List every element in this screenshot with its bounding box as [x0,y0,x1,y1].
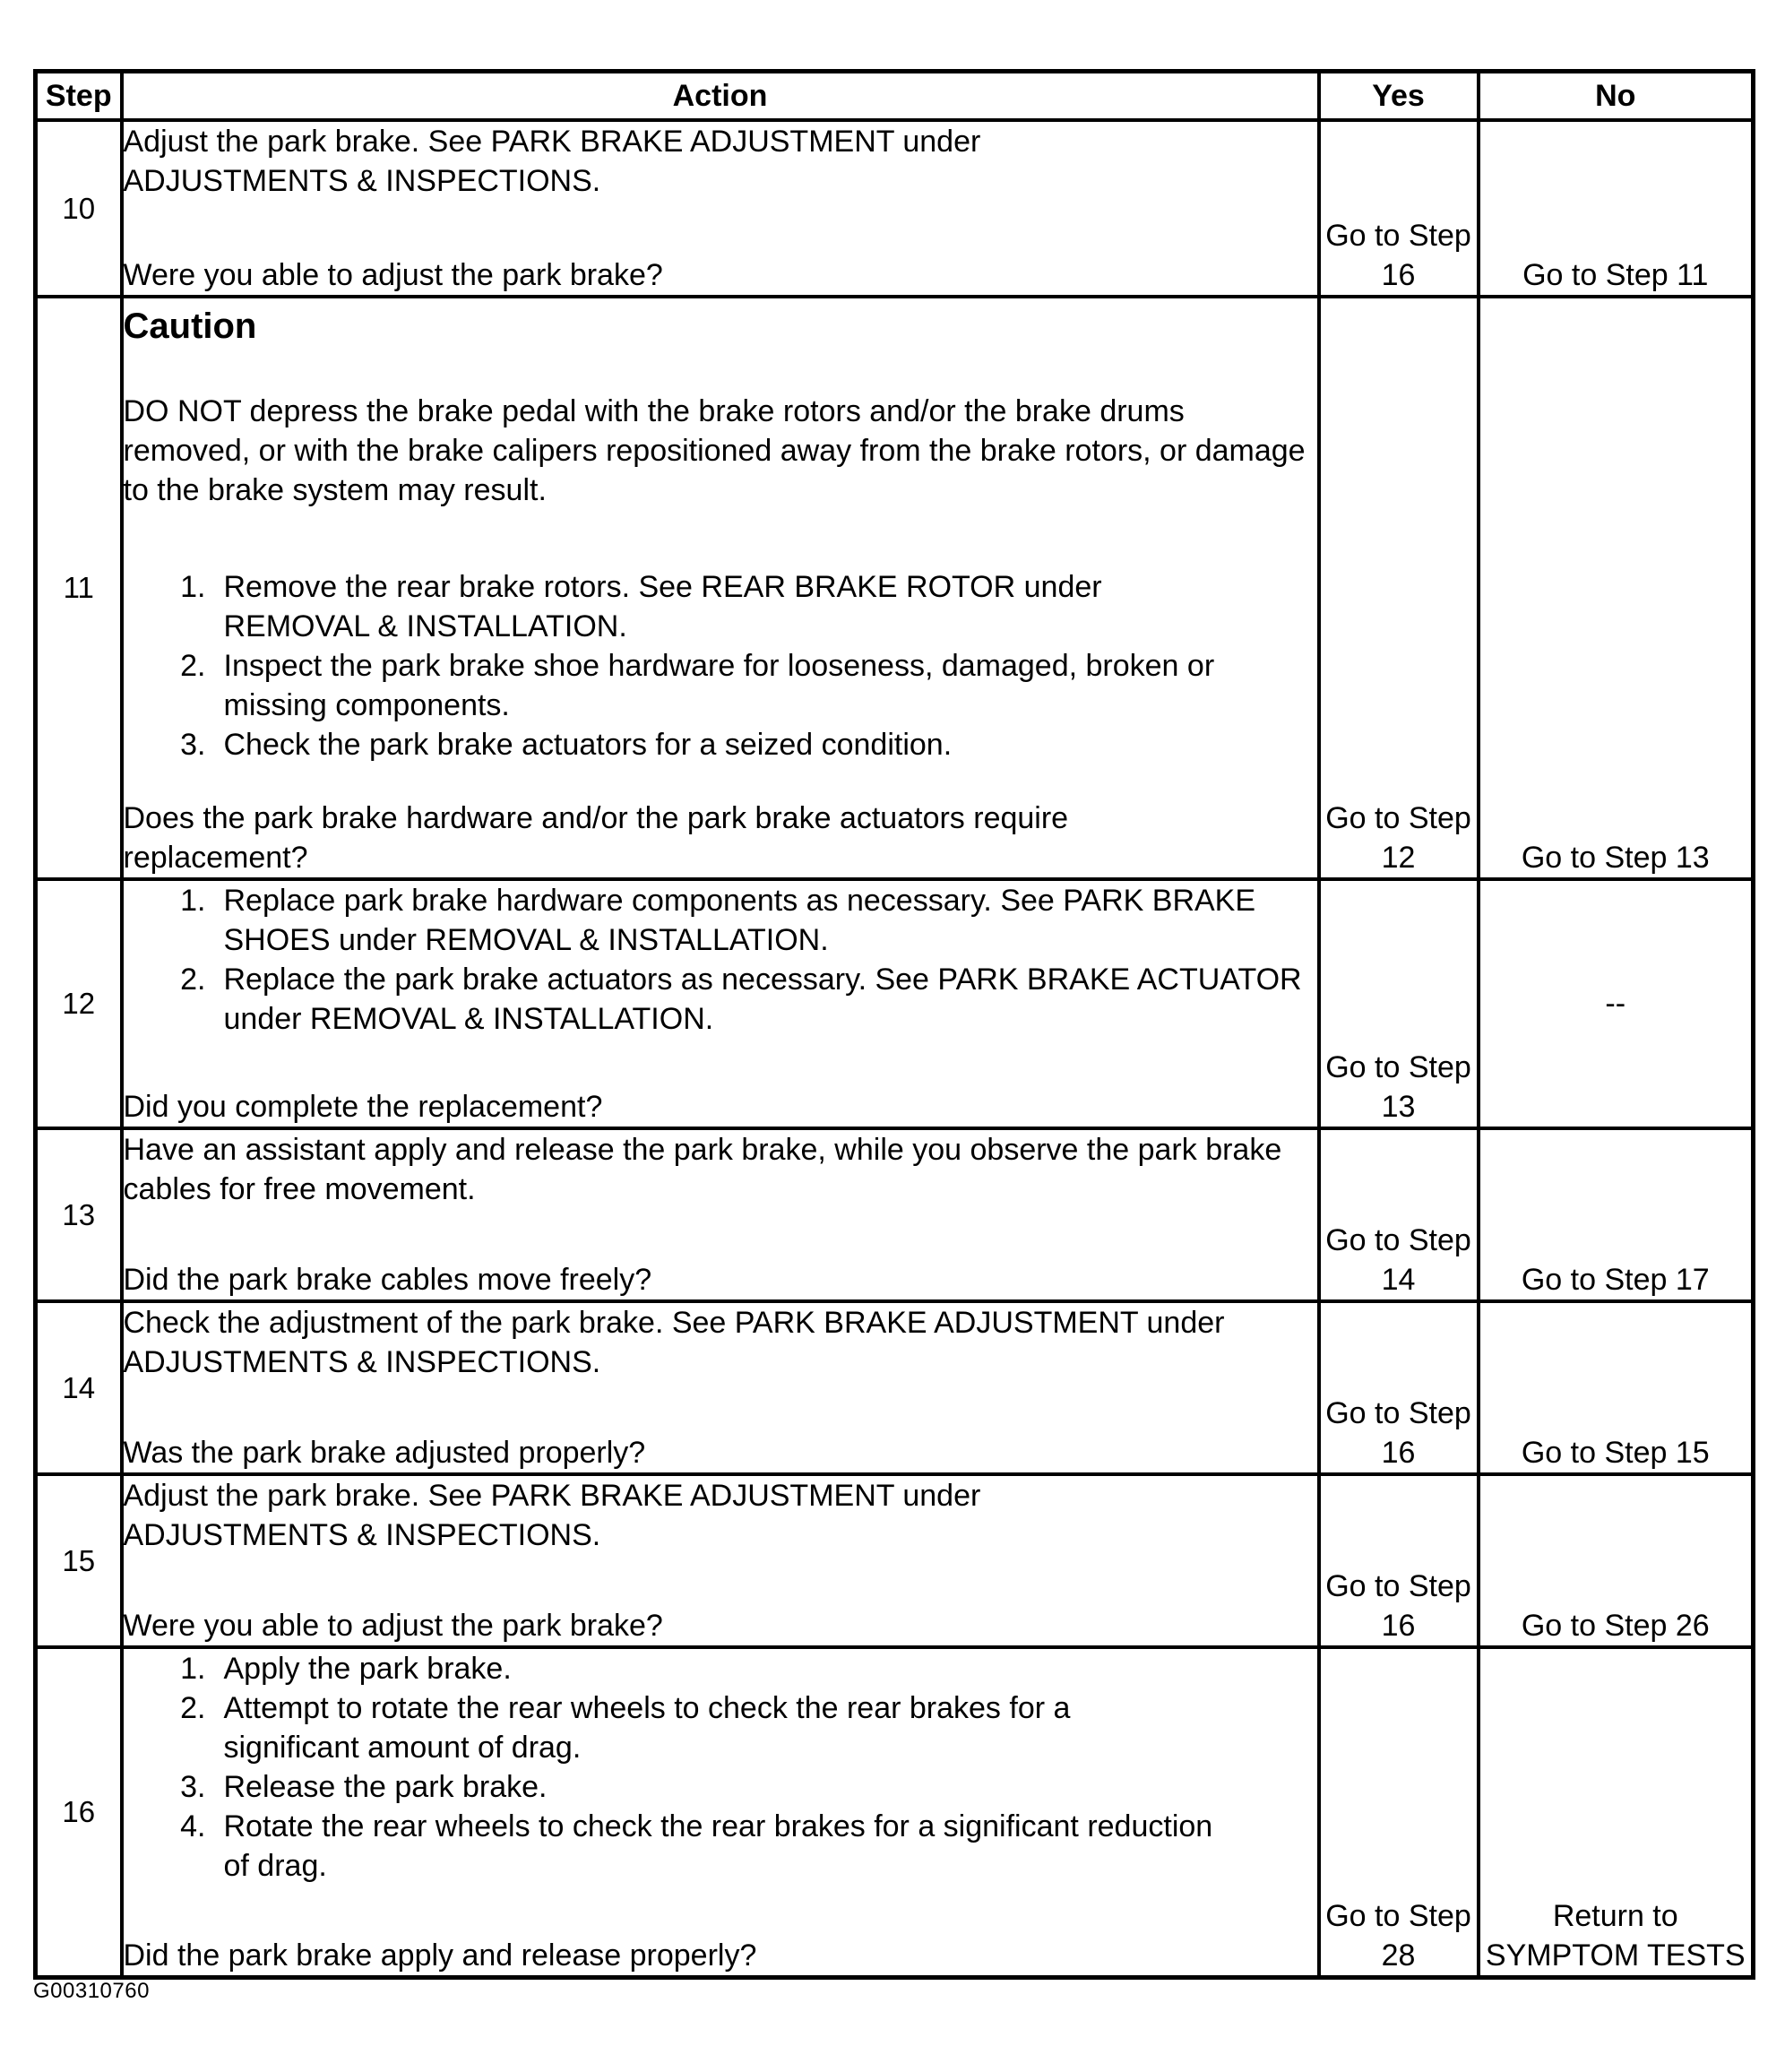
list-item: 2. Attempt to rotate the rear wheels to check the rear brakes for a significant amount of drag. [180,1691,1071,1765]
table-row [36,1647,1754,1977]
list-item: 3. Check the park brake actuators for a seized condition. [180,728,953,762]
action-cell [122,1647,1319,1977]
procedure-list [124,881,1317,1039]
action-cell [122,1301,1319,1474]
action-question: Were you able to adjust the park brake? [123,258,663,292]
action-text: Have an assistant apply and release the park brake, while you observe the park brake cables for free movement. [123,1133,1282,1206]
action-question: Were you able to adjust the park brake? [123,1609,663,1643]
table-row [36,879,1754,1128]
action-cell [122,1128,1319,1301]
step-number: 12 [36,879,122,1128]
step-number: 15 [36,1474,122,1647]
list-item: 2. Replace the park brake actuators as necessary. See PARK BRAKE ACTUATOR under REMOVAL & INSTALLATION. [180,963,1302,1036]
header-step: Step [36,72,122,121]
procedure-list [124,567,1317,764]
table-row [36,297,1754,879]
table-header-row [36,72,1754,121]
diagnostic-sheet [33,69,1751,1971]
action-cell [122,297,1319,879]
caution-heading: Caution [123,306,257,346]
no-result: Return to SYMPTOM TESTS [1479,1647,1754,1977]
no-result: Go to Step 13 [1479,297,1754,879]
no-result: Go to Step 15 [1479,1301,1754,1474]
list-item: 4. Rotate the rear wheels to check the rear brakes for a significant reduction of drag. [180,1809,1213,1883]
list-item: 1. Apply the park brake. [180,1652,512,1686]
header-no: No [1479,72,1754,121]
yes-result: Go to Step 12 [1319,297,1479,879]
action-text: Adjust the park brake. See PARK BRAKE ADJUSTMENT under ADJUSTMENTS & INSPECTIONS. [123,1479,981,1552]
yes-result: Go to Step 14 [1319,1128,1479,1301]
list-item: 3. Release the park brake. [180,1770,548,1804]
action-text: Check the adjustment of the park brake. See PARK BRAKE ADJUSTMENT under ADJUSTMENTS & INSPECTIONS. [123,1306,1225,1379]
header-action: Action [122,72,1319,121]
action-question: Did the park brake apply and release properly? [123,1938,757,1973]
table-row [36,1474,1754,1647]
table-row [36,1301,1754,1474]
table-row [36,120,1754,297]
action-question: Does the park brake hardware and/or the park brake actuators require replacement? [123,801,1069,875]
action-cell [122,120,1319,297]
action-question: Did you complete the replacement? [123,1090,603,1124]
no-result: Go to Step 26 [1479,1474,1754,1647]
no-result: Go to Step 17 [1479,1128,1754,1301]
list-item: 1. Remove the rear brake rotors. See REAR BRAKE ROTOR under REMOVAL & INSTALLATION. [180,570,1102,643]
action-question: Did the park brake cables move freely? [123,1263,652,1297]
table-row [36,1128,1754,1301]
step-number: 16 [36,1647,122,1977]
list-item: 1. Replace park brake hardware components as necessary. See PARK BRAKE SHOES under REMOVAL & INSTALLATION. [180,884,1256,957]
caution-text: DO NOT depress the brake pedal with the brake rotors and/or the brake drums removed, or with the brake calipers repositioned away from the brake rotors, or damage to the brake system may result. [123,394,1306,507]
action-question: Was the park brake adjusted properly? [123,1436,646,1470]
figure-id: G00310760 [33,1979,150,2003]
step-number: 10 [36,120,122,297]
header-yes: Yes [1319,72,1479,121]
step-number: 13 [36,1128,122,1301]
yes-result: Go to Step 16 [1319,1301,1479,1474]
yes-result: Go to Step 16 [1319,1474,1479,1647]
action-cell [122,1474,1319,1647]
step-number: 11 [36,297,122,879]
action-cell [122,879,1319,1128]
procedure-list [124,1649,1317,1886]
yes-result: Go to Step 13 [1319,879,1479,1128]
diagnostic-table [33,69,1755,1980]
action-text: Adjust the park brake. See PARK BRAKE ADJUSTMENT under ADJUSTMENTS & INSPECTIONS. [123,125,981,198]
yes-result: Go to Step 28 [1319,1647,1479,1977]
caution-block [124,298,1317,764]
step-number: 14 [36,1301,122,1474]
yes-result: Go to Step 16 [1319,120,1479,297]
no-result: -- [1479,879,1754,1128]
list-item: 2. Inspect the park brake shoe hardware for looseness, damaged, broken or missing components. [180,649,1215,722]
no-result: Go to Step 11 [1479,120,1754,297]
